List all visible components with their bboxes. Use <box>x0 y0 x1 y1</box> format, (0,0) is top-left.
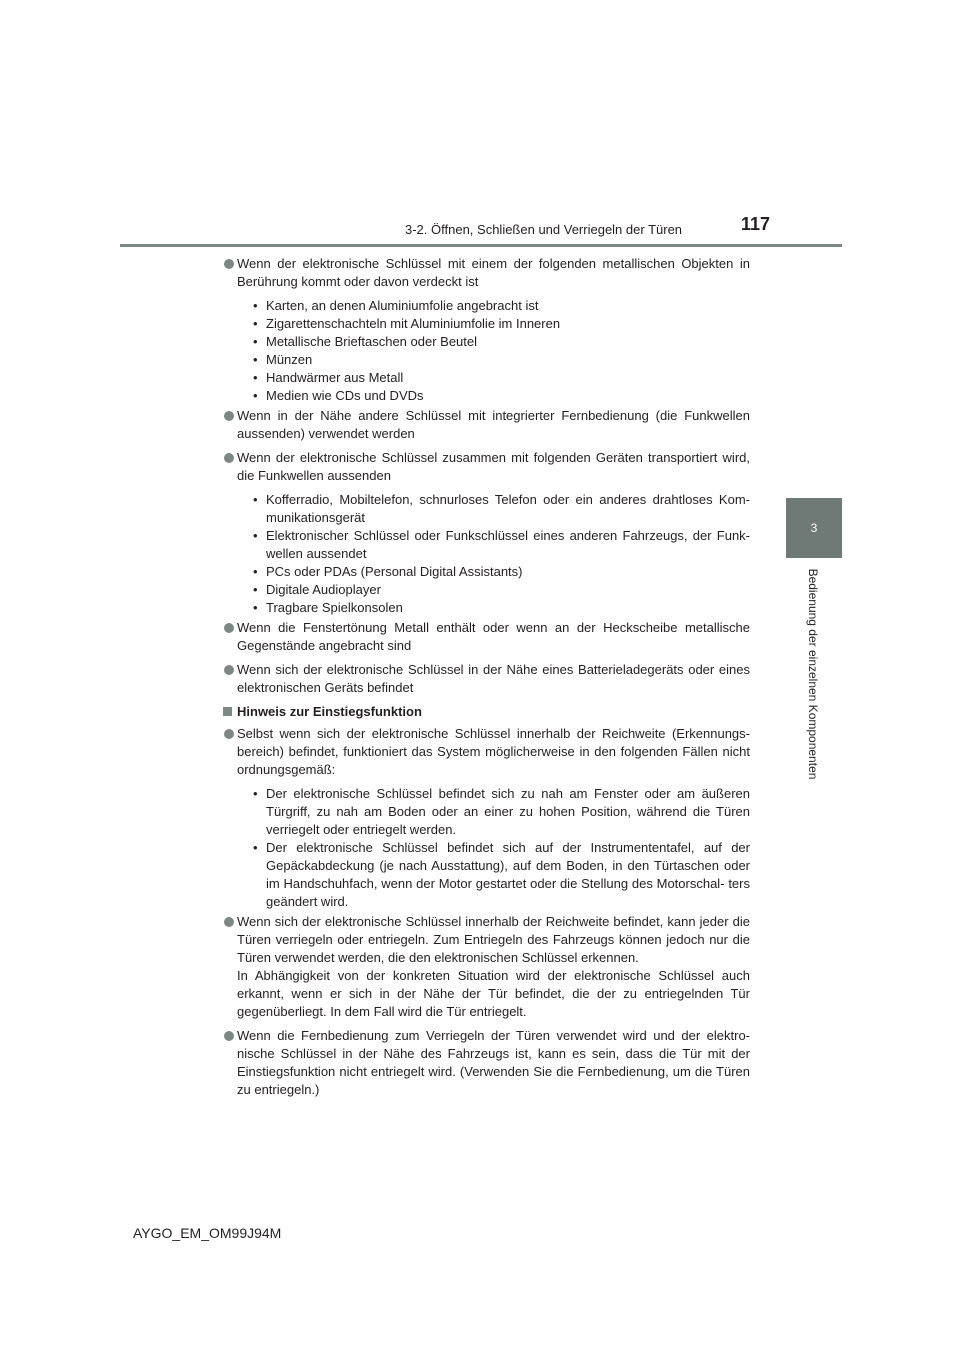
radio-devices-list <box>222 491 750 617</box>
range-cases-list <box>222 785 750 911</box>
paragraph-text: Wenn sich der elektronische Schlüssel innerhalb der Reichweite befindet, kann jeder die Türen verriegeln oder entriegeln. Zum Entriegeln des Fahrzeugs können jedoch nur die Türen verwendet werden, die den elektronischen Schlüssel erkennen. <box>237 914 750 965</box>
chapter-tab <box>786 498 842 558</box>
metal-objects-list <box>222 297 750 405</box>
paragraph-text: Selbst wenn sich der elektronische Schlüssel innerhalb der Reichweite (Erkennungs- bereich) befindet, funktioniert das System möglicherweise in den folgenden Fällen nicht ordnungsgemäß: <box>237 726 750 777</box>
paragraph-text: Wenn die Fenstertönung Metall enthält oder wenn an der Heckscheibe metallische Gegenstände angebracht sind <box>237 620 750 653</box>
bullet-circle-icon <box>224 917 234 927</box>
bullet-paragraph-charger <box>222 661 750 697</box>
bullet-paragraph-other-keys <box>222 407 750 443</box>
list-item: • Zigarettenschachteln mit Aluminiumfolie im Inneren <box>253 315 750 333</box>
bullet-circle-icon <box>224 259 234 269</box>
bullet-circle-icon <box>224 1031 234 1041</box>
list-item: • Münzen <box>253 351 750 369</box>
paragraph-text: Wenn die Fernbedienung zum Verriegeln der Türen verwendet wird und der elektro- nische Schlüssel in der Nähe des Fahrzeugs ist, kann es sein, dass die Tür mit der Einstiegsfunktion nicht entriegelt wird. (Verwenden Sie die Fernbedienung, um die Türen zu entriegeln.) <box>237 1028 750 1097</box>
bullet-circle-icon <box>224 729 234 739</box>
document-code: AYGO_EM_OM99J94M <box>133 1225 282 1241</box>
list-item: • Medien wie CDs und DVDs <box>253 387 750 405</box>
paragraph-continuation: In Abhängigkeit von der konkreten Situation wird der elektronische Schlüssel auch erkannt, wenn er sich in der Nähe der Tür befindet, die der zu entriegelnden Tür gegenüberliegt. In dem Fall wird die Tür entriegelt. <box>237 968 750 1019</box>
bullet-circle-icon <box>224 453 234 463</box>
list-item: • Elektronischer Schlüssel oder Funkschlüssel eines anderen Fahrzeugs, der Funk- wellen aussendet <box>253 527 750 563</box>
bullet-paragraph-remote-lock <box>222 1027 750 1099</box>
running-header-section: 3-2. Öffnen, Schließen und Verriegeln der Türen <box>405 222 683 237</box>
list-item: • Digitale Audioplayer <box>253 581 750 599</box>
chapter-number: 3 <box>810 521 818 535</box>
subheading-text: Hinweis zur Einstiegsfunktion <box>237 704 422 719</box>
list-item: • PCs oder PDAs (Personal Digital Assistants) <box>253 563 750 581</box>
bullet-paragraph-radio-devices <box>222 449 750 485</box>
main-content <box>222 255 750 1105</box>
list-item: • Handwärmer aus Metall <box>253 369 750 387</box>
list-item: • Tragbare Spielkonsolen <box>253 599 750 617</box>
list-item: • Der elektronische Schlüssel befindet sich auf der Instrumententafel, auf der Gepäckabdeckung (je nach Ausstattung), auf dem Boden, in den Türtaschen oder im Handschuhfach, wenn der Motor gestartet oder die Stellung des Motorschal- ters geändert wird. <box>253 839 750 911</box>
list-item: • Karten, an denen Aluminiumfolie angebracht ist <box>253 297 750 315</box>
bullet-circle-icon <box>224 665 234 675</box>
chapter-title-vertical: Bedienung der einzelnen Komponenten <box>806 568 820 780</box>
paragraph-text: Wenn der elektronische Schlüssel mit einem der folgenden metallischen Objekten in Berührung kommt oder davon verdeckt ist <box>237 256 750 289</box>
bullet-paragraph-range <box>222 725 750 779</box>
header-divider <box>120 244 842 247</box>
bullet-paragraph-metal-objects <box>222 255 750 291</box>
bullet-circle-icon <box>224 411 234 421</box>
bullet-paragraph-window-tint <box>222 619 750 655</box>
list-item: • Der elektronische Schlüssel befindet sich zu nah am Fenster oder am äußeren Türgriff, zu nah am Boden oder an einer zu hohen Position, während die Türen verriegelt oder entriegelt werden. <box>253 785 750 839</box>
paragraph-text: Wenn sich der elektronische Schlüssel in der Nähe eines Batterieladegeräts oder eines elektronischen Geräts befindet <box>237 662 750 695</box>
bullet-square-icon <box>223 707 232 716</box>
list-item: • Kofferradio, Mobiltelefon, schnurloses Telefon oder ein anderes drahtloses Kom- munikationsgerät <box>253 491 750 527</box>
bullet-circle-icon <box>224 623 234 633</box>
subheading-entry-function <box>222 703 750 721</box>
list-item: • Metallische Brieftaschen oder Beutel <box>253 333 750 351</box>
paragraph-text: Wenn der elektronische Schlüssel zusammen mit folgenden Geräten transportiert wird, die Funkwellen aussenden <box>237 450 750 483</box>
paragraph-text: Wenn in der Nähe andere Schlüssel mit integrierter Fernbedienung (die Funkwellen aussenden) verwendet werden <box>237 408 750 441</box>
bullet-paragraph-anyone-can-lock <box>222 913 750 1021</box>
page-number: 117 <box>741 214 771 234</box>
